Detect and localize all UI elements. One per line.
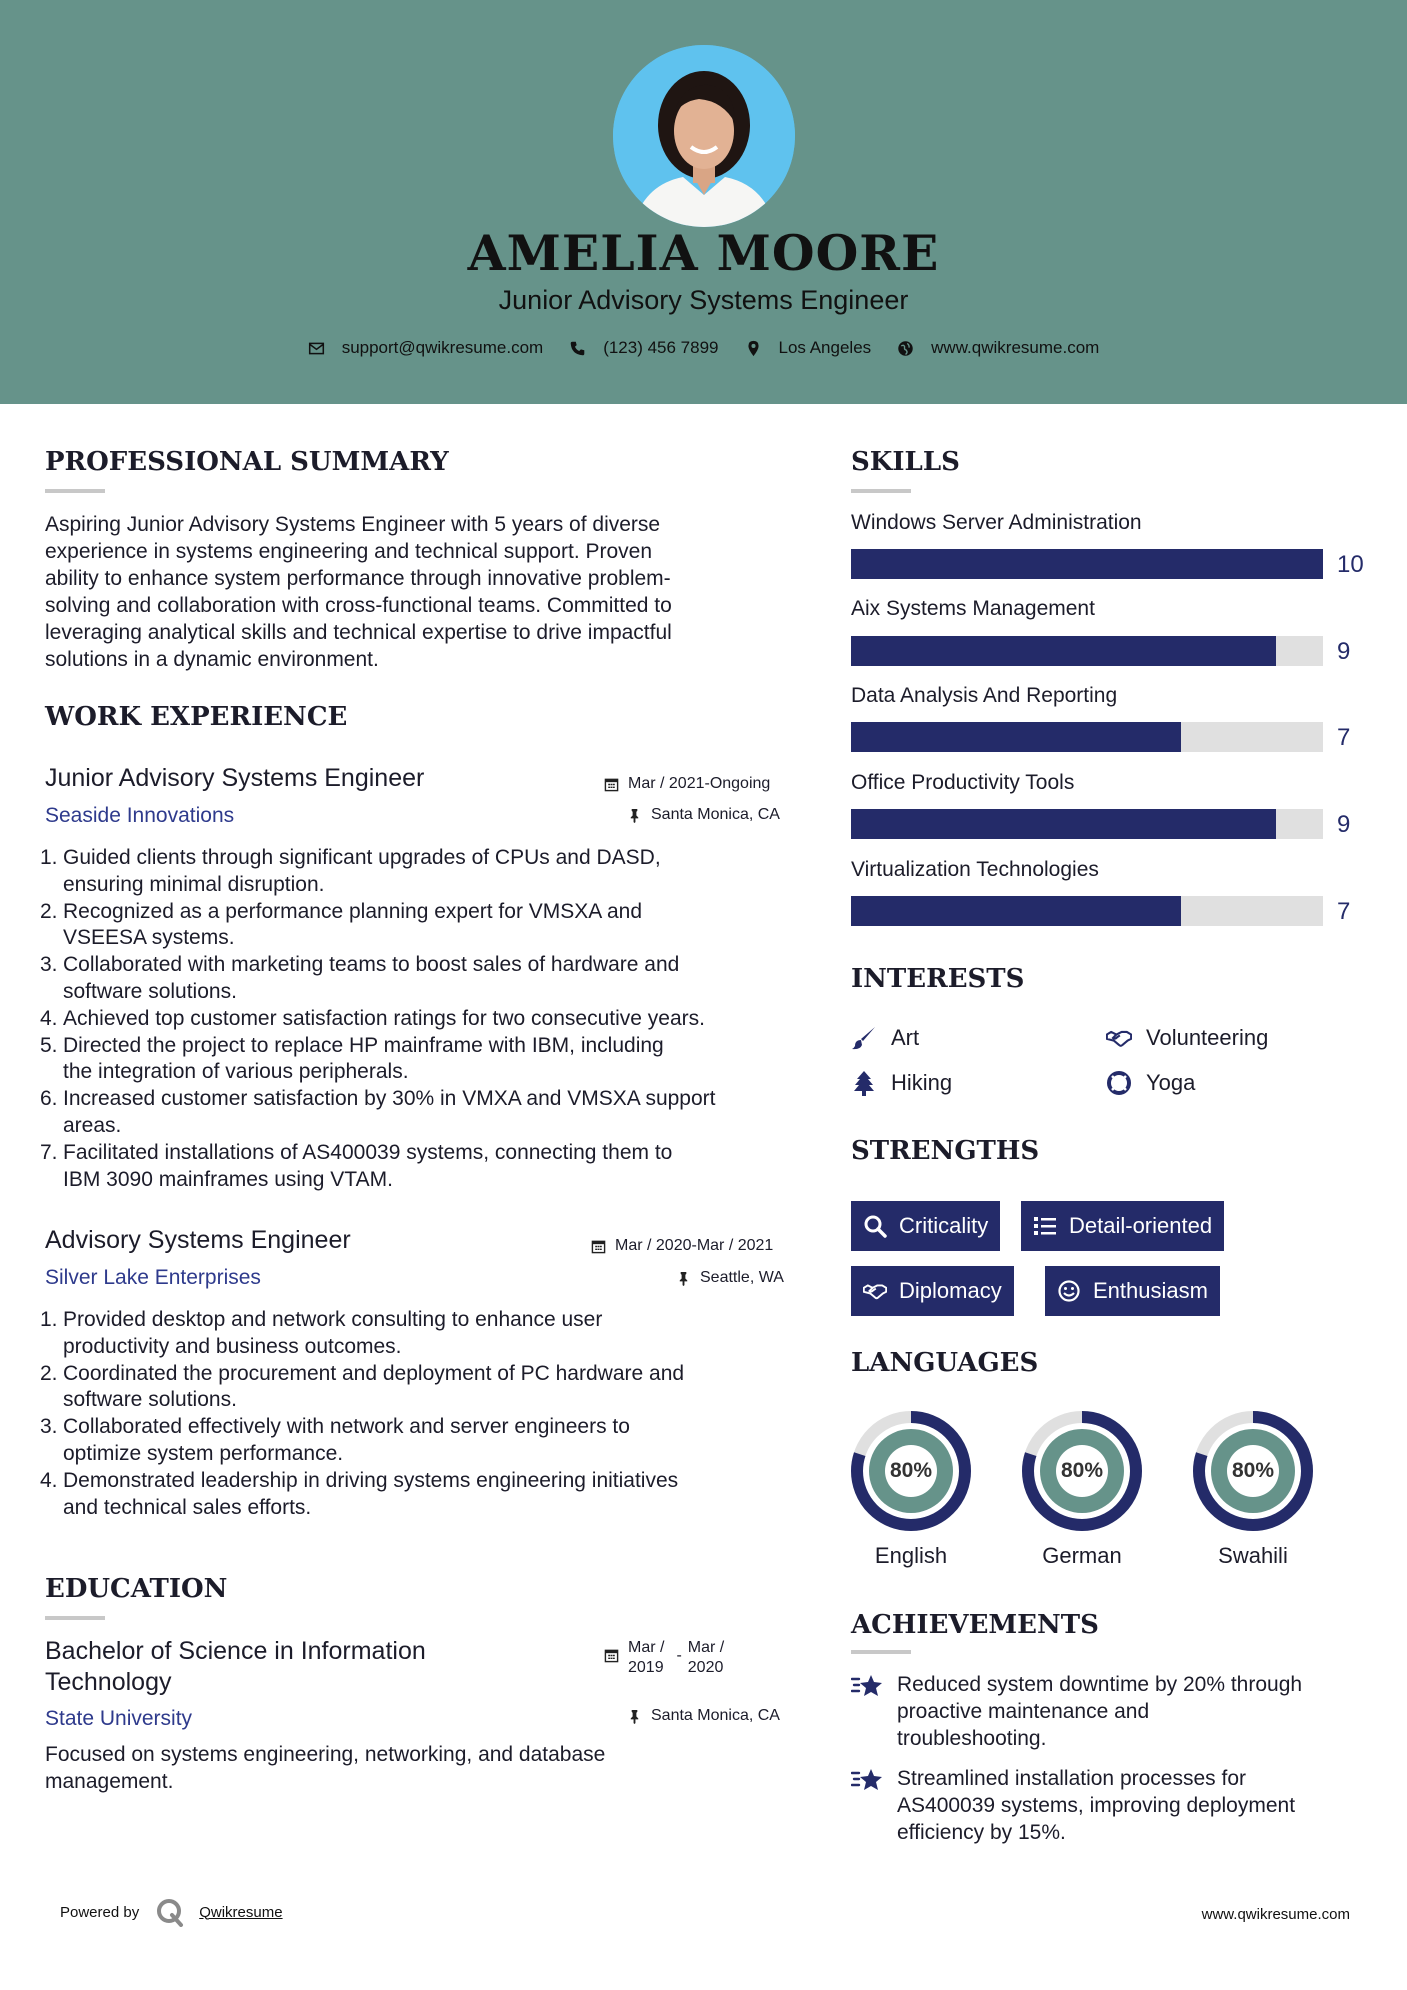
calendar-icon [604, 1648, 619, 1663]
shooting-star-icon [851, 1765, 885, 1795]
summary-line: ability to enhance system performance through innovative problem- [45, 567, 671, 590]
phone-icon [569, 340, 586, 357]
list-line: and technical sales efforts. [63, 1495, 312, 1519]
company-name: Seaside Innovations [45, 804, 235, 827]
interest-hiking [851, 1070, 952, 1096]
achievement-line: troubleshooting. [897, 1727, 1047, 1750]
language-percent: 80% [1060, 1459, 1104, 1482]
achievement-text [897, 1765, 1295, 1846]
education-location-text: Santa Monica, CA [651, 1707, 780, 1724]
date-separator: - [676, 1647, 682, 1664]
pushpin-icon [627, 808, 642, 823]
calendar-icon [591, 1239, 606, 1254]
language-gauge [1021, 1410, 1143, 1532]
footer-powered-by [60, 1897, 283, 1927]
list-line: IBM 3090 mainframes using VTAM. [63, 1167, 393, 1191]
strength-tag-criticality [851, 1201, 1000, 1251]
language-name: Swahili [1218, 1543, 1288, 1568]
list-line: software solutions. [63, 1388, 237, 1412]
achievement-text [897, 1671, 1302, 1752]
date-part: 2019 [628, 1659, 664, 1676]
list-line: the integration of various peripherals. [63, 1060, 409, 1084]
skill-name: Virtualization Technologies [851, 858, 1099, 881]
list-item [40, 1414, 805, 1468]
list-line: areas. [63, 1113, 122, 1137]
interest-label: Hiking [891, 1070, 953, 1095]
skill-value: 10 [1337, 551, 1364, 578]
resume-header [0, 0, 1407, 404]
skill-value: 7 [1337, 898, 1351, 925]
language-name: German [1042, 1543, 1122, 1568]
skill-bar [851, 896, 1323, 926]
interest-label: Yoga [1146, 1070, 1196, 1095]
education-heading: EDUCATION [45, 1574, 228, 1604]
contact-phone[interactable] [569, 338, 718, 358]
degree-title [45, 1636, 426, 1698]
date-part: 2020 [687, 1659, 724, 1676]
shooting-star-icon [851, 1671, 885, 1701]
interest-label: Volunteering [1146, 1025, 1269, 1050]
footer-website[interactable]: www.qwikresume.com [1201, 1906, 1350, 1923]
list-number: 1. [40, 846, 58, 869]
achievement-item [851, 1765, 1371, 1846]
lifering-icon [1106, 1070, 1132, 1096]
powered-by-text: Powered by [60, 1903, 140, 1921]
skill-bar [851, 809, 1323, 839]
handshake-icon [1106, 1025, 1132, 1051]
list-line: Collaborated effectively with network and server engineers to [63, 1415, 630, 1439]
summary-line: solving and collaboration with cross-functional teams. Committed to [45, 594, 672, 617]
list-number: 7. [40, 1140, 58, 1164]
list-line: Provided desktop and network consulting to enhance user [63, 1308, 603, 1331]
list-line: ensuring minimal disruption. [63, 872, 325, 896]
skill-name: Data Analysis And Reporting [851, 684, 1118, 707]
description-line: Focused on systems engineering, networking, and database [45, 1743, 606, 1766]
handshake-icon [863, 1279, 887, 1303]
achievement-item [851, 1671, 1371, 1752]
list-line: Guided clients through significant upgrades of CPUs and DASD, [63, 846, 661, 869]
education-location [627, 1707, 780, 1725]
skill-value: 9 [1337, 638, 1351, 665]
job-location-text: Santa Monica, CA [651, 806, 780, 823]
date-part: Mar / [687, 1639, 725, 1656]
list-line: Collaborated with marketing teams to boost sales of hardware and [63, 953, 680, 977]
list-number: 6. [40, 1087, 58, 1111]
summary-line: leveraging analytical skills and technical expertise to drive impactful [45, 621, 672, 644]
list-item [40, 1361, 805, 1415]
list-line: Achieved top customer satisfaction ratings for two consecutive years. [63, 1006, 705, 1030]
skill-bar [851, 722, 1323, 752]
summary-rule [45, 489, 105, 493]
phone-text: (123) 456 7899 [603, 338, 719, 357]
company-name: Silver Lake Enterprises [45, 1266, 261, 1289]
list-item [40, 1468, 805, 1522]
strength-label: Enthusiasm [1093, 1278, 1208, 1303]
list-item [40, 952, 805, 1006]
summary-line: experience in systems engineering and technical support. Proven [45, 540, 653, 563]
list-item [40, 1307, 805, 1361]
strength-label: Diplomacy [899, 1278, 1002, 1303]
list-line: VSEESA systems. [63, 926, 235, 950]
strength-label: Criticality [899, 1213, 989, 1238]
globe-icon [897, 340, 914, 357]
education-dates [604, 1638, 724, 1678]
list-number: 4. [40, 1006, 58, 1030]
list-number: 3. [40, 953, 58, 977]
summary-text [45, 511, 785, 673]
language-percent: 80% [889, 1459, 933, 1482]
date-part: Mar / [628, 1639, 665, 1656]
language-gauge [1192, 1410, 1314, 1532]
list-item [40, 1140, 805, 1194]
skills-heading: SKILLS [851, 447, 960, 477]
contact-email[interactable] [308, 338, 544, 358]
list-item [40, 899, 805, 953]
list-number: 1. [40, 1308, 58, 1331]
envelope-icon [308, 340, 325, 357]
candidate-title: Junior Advisory Systems Engineer [498, 285, 909, 315]
degree-line: Bachelor of Science in Information [45, 1637, 426, 1665]
list-line: Directed the project to replace HP mainframe with IBM, including [63, 1033, 664, 1057]
skill-name: Aix Systems Management [851, 597, 1095, 620]
language-percent: 80% [1231, 1459, 1275, 1482]
strength-tag-detail-oriented [1021, 1201, 1224, 1251]
achievements-heading: ACHIEVEMENTS [851, 1610, 1099, 1640]
strength-label: Detail-oriented [1069, 1213, 1213, 1238]
list-line: software solutions. [63, 979, 237, 1003]
contact-website[interactable] [897, 338, 1099, 358]
achievement-line: proactive maintenance and [897, 1700, 1150, 1723]
achievement-line: Reduced system downtime by 20% through [897, 1673, 1303, 1696]
list-number: 2. [40, 899, 58, 923]
skill-bar-fill [851, 809, 1276, 839]
contact-bar [0, 338, 1407, 358]
interests-heading: INTERESTS [851, 964, 1025, 994]
achievement-line: AS400039 systems, improving deployment [897, 1794, 1296, 1817]
list-number: 3. [40, 1415, 58, 1439]
skill-bar-fill [851, 636, 1276, 666]
description-line: management. [45, 1770, 174, 1793]
smile-icon [1057, 1279, 1081, 1303]
pushpin-icon [627, 1709, 642, 1724]
skill-bar [851, 549, 1323, 579]
map-pin-icon [745, 340, 762, 357]
job-title: Advisory Systems Engineer [45, 1226, 351, 1254]
summary-line: Aspiring Junior Advisory Systems Engineer with 5 years of diverse [45, 513, 661, 536]
language-gauge [850, 1410, 972, 1532]
interest-art [851, 1025, 919, 1051]
calendar-icon [604, 777, 619, 792]
job-dates-text: Mar / 2021-Ongoing [628, 775, 771, 792]
education-rule [45, 1616, 105, 1620]
location-text: Los Angeles [778, 338, 872, 357]
education-description [45, 1741, 785, 1795]
qwikresume-logo-icon [155, 1897, 185, 1927]
job-bullets [40, 1307, 805, 1521]
skill-value: 7 [1337, 724, 1351, 751]
education-end [688, 1638, 724, 1678]
list-line: productivity and business outcomes. [63, 1334, 402, 1358]
skills-rule [851, 489, 911, 493]
summary-line: solutions in a dynamic environment. [45, 648, 379, 671]
job-dates [604, 775, 770, 793]
search-icon [863, 1214, 887, 1238]
list-item [40, 1033, 805, 1087]
list-number: 2. [40, 1361, 58, 1385]
degree-line: Technology [45, 1668, 172, 1696]
list-line: optimize system performance. [63, 1441, 344, 1465]
skill-value: 9 [1337, 811, 1351, 838]
summary-heading: PROFESSIONAL SUMMARY [45, 447, 449, 477]
list-number: 5. [40, 1033, 58, 1057]
job-bullets [40, 845, 805, 1193]
skill-name: Windows Server Administration [851, 511, 1142, 534]
achievements-rule [851, 1650, 911, 1654]
list-line: Facilitated installations of AS400039 systems, connecting them to [63, 1140, 673, 1164]
list-item [40, 845, 805, 899]
job-dates [591, 1237, 773, 1255]
list-line: Coordinated the procurement and deployment of PC hardware and [63, 1361, 685, 1385]
strengths-heading: STRENGTHS [851, 1136, 1040, 1166]
profile-photo-illustration [613, 45, 795, 227]
email-text: support@qwikresume.com [341, 338, 544, 357]
job-location [627, 806, 780, 824]
job-title: Junior Advisory Systems Engineer [45, 764, 425, 792]
candidate-name: AMELIA MOORE [467, 224, 940, 282]
list-line: Increased customer satisfaction by 30% in VMXA and VMSXA support [63, 1087, 716, 1111]
education-start [628, 1638, 664, 1678]
footer-brand-link[interactable]: Qwikresume [199, 1903, 283, 1921]
school-name: State University [45, 1707, 193, 1730]
skill-bar-fill [851, 549, 1323, 579]
paintbrush-icon [851, 1025, 877, 1051]
strength-tag-diplomacy [851, 1266, 1014, 1316]
interest-label: Art [891, 1025, 920, 1050]
interest-volunteering [1106, 1025, 1268, 1051]
list-number: 4. [40, 1468, 58, 1492]
profile-photo [613, 45, 795, 227]
skill-bar [851, 636, 1323, 666]
skill-bar-fill [851, 722, 1181, 752]
list-icon [1033, 1214, 1057, 1238]
list-line: Demonstrated leadership in driving systems engineering initiatives [63, 1468, 679, 1492]
pushpin-icon [676, 1271, 691, 1286]
job-dates-text: Mar / 2020-Mar / 2021 [615, 1237, 774, 1254]
job-location-text: Seattle, WA [700, 1269, 784, 1286]
website-text: www.qwikresume.com [931, 338, 1100, 357]
job-location [676, 1269, 784, 1287]
skill-bar-fill [851, 896, 1181, 926]
achievement-line: efficiency by 15%. [897, 1821, 1066, 1844]
tree-icon [851, 1070, 877, 1096]
list-line: Recognized as a performance planning expert for VMSXA and [63, 899, 643, 923]
list-item [40, 1086, 805, 1140]
list-item [40, 1006, 805, 1033]
skill-name: Office Productivity Tools [851, 771, 1075, 794]
strength-tag-enthusiasm [1045, 1266, 1220, 1316]
interest-yoga [1106, 1070, 1195, 1096]
contact-location [745, 338, 872, 358]
languages-heading: LANGUAGES [851, 1348, 1039, 1378]
achievement-line: Streamlined installation processes for [897, 1767, 1247, 1790]
language-name: English [874, 1543, 948, 1568]
experience-heading: WORK EXPERIENCE [45, 702, 348, 732]
